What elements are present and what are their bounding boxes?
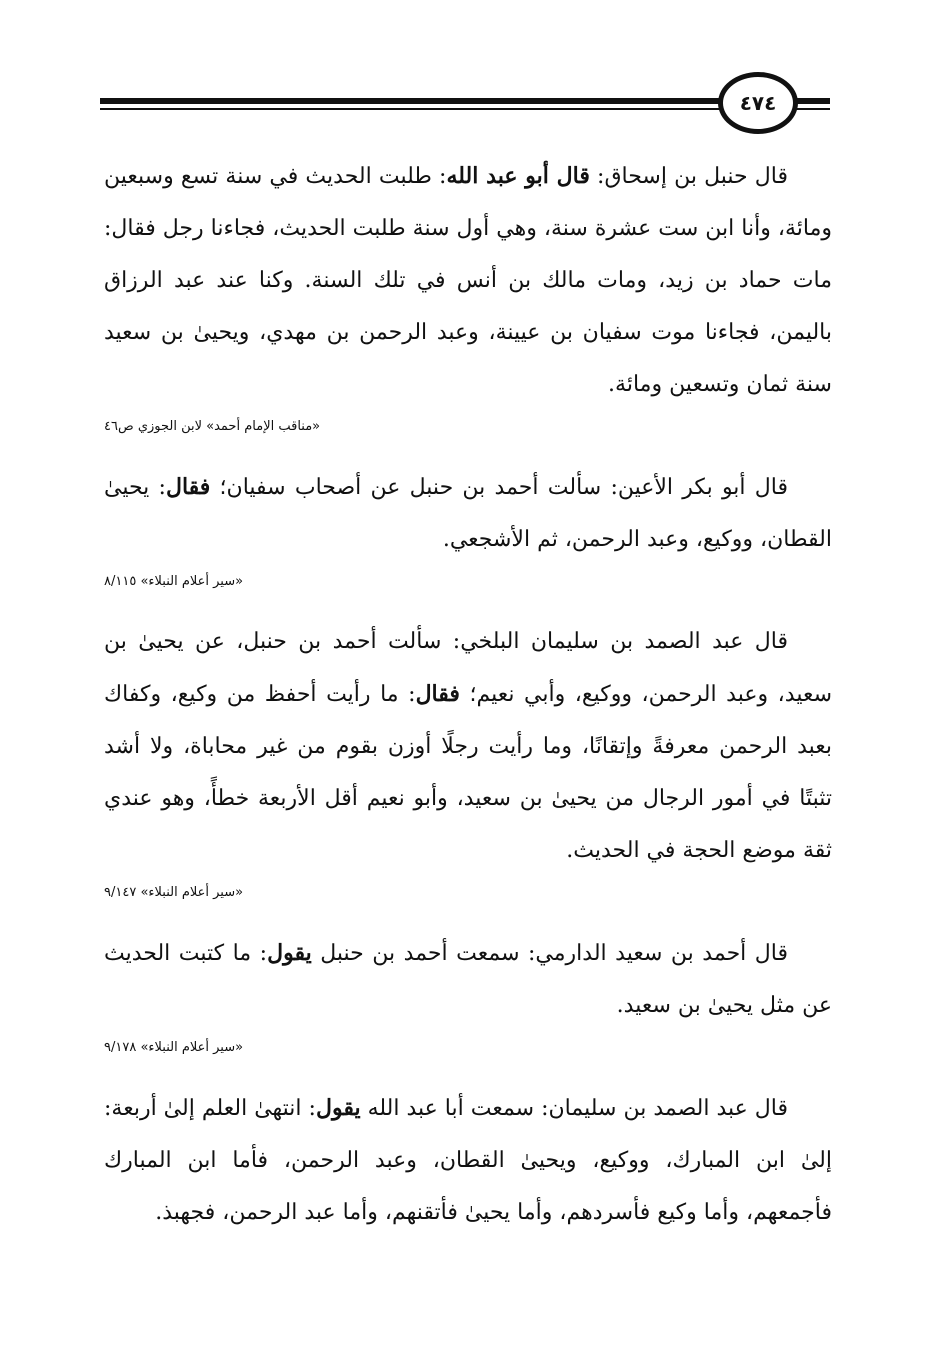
quote-emphasis: يقول xyxy=(315,1095,361,1121)
quote-entry xyxy=(104,616,832,903)
quote-emphasis: فقال xyxy=(165,474,211,500)
quote-source: «مناقب الإمام أحمد» لابن الجوزي ص٤٦ xyxy=(104,419,321,434)
quote-text xyxy=(104,927,832,1032)
quote-body: : انتهىٰ العلم إلىٰ أربعة: إلىٰ ابن المبارك، ووكيع، ويحيىٰ القطان، وعبد الرحمن، فأما ابن المبارك فأجمعهم، وأما وكيع فأسردهم، وأما يحيىٰ فأتقنهم، وأما عبد الرحمن، فجهبذ. xyxy=(104,1096,832,1225)
quote-entry xyxy=(104,927,832,1058)
quote-lead: قال أبو بكر الأعين: سألت أحمد بن حنبل عن أصحاب سفيان؛ xyxy=(210,475,788,500)
page-header xyxy=(100,68,830,138)
quote-lead: قال عبد الصمد بن سليمان البلخي: سألت أحمد بن حنبل، عن يحيىٰ بن سعيد، وعبد الرحمن، ووكيع، وأبي نعيم؛ xyxy=(104,629,832,707)
quote-source: «سير أعلام النبلاء» ٩/١٤٧ xyxy=(104,885,244,900)
quote-body: : طلبت الحديث في سنة تسع وسبعين ومائة، وأنا ابن ست عشرة سنة، وهي أول سنة طلبت الحديث، فجاءنا رجل فقال: مات حماد بن زيد، ومات مالك بن أنس في تلك السنة. وكنا عند عبد الرزاق باليمن، فجاءنا موت سفيان بن عيينة، وعبد الرحمن بن مهدي، ويحيىٰ بن سعيد سنة ثمان وتسعين ومائة. xyxy=(104,164,832,397)
quote-body: : ما رأيت أحفظ من وكيع، وكفاك بعبد الرحمن معرفةً وإتقانًا، وما رأيت رجلًا أوزن بقوم من غير محاباة، ولا أشد تثبتًا في أمور الرجال من يحيىٰ بن سعيد، وأبو نعيم أقل الأربعة خطأً، وهو عندي ثقة موضع الحجة في الحديث. xyxy=(104,682,832,863)
quote-source: «سير أعلام النبلاء» ٩/١٧٨ xyxy=(104,1040,244,1055)
page-body xyxy=(104,150,832,1239)
quote-emphasis: قال أبو عبد الله xyxy=(446,163,590,189)
quote-text xyxy=(104,150,832,411)
quote-source: «سير أعلام النبلاء» ٨/١١٥ xyxy=(104,574,244,589)
quote-text xyxy=(104,1082,832,1239)
quote-lead: قال عبد الصمد بن سليمان: سمعت أبا عبد الله xyxy=(360,1096,788,1121)
quote-body: : يحيىٰ القطان، ووكيع، وعبد الرحمن، ثم الأشجعي. xyxy=(104,475,832,552)
page-number xyxy=(718,72,798,134)
quote-lead: قال حنبل بن إسحاق: xyxy=(589,164,788,189)
quote-emphasis: يقول xyxy=(267,940,312,966)
quote-lead: قال أحمد بن سعيد الدارمي: سمعت أحمد بن حنبل xyxy=(311,941,788,966)
quote-entry xyxy=(104,150,832,437)
header-rule-thin xyxy=(100,108,740,110)
quote-entry xyxy=(104,461,832,592)
header-rule xyxy=(100,98,740,104)
page-number-text: ٤٧٤ xyxy=(739,91,777,115)
quote-body: : ما كتبت الحديث عن مثل يحيىٰ بن سعيد. xyxy=(104,941,832,1018)
quote-emphasis: فقال xyxy=(415,681,460,707)
quote-text xyxy=(104,616,832,877)
quote-entry xyxy=(104,1082,832,1239)
quote-text xyxy=(104,461,832,566)
